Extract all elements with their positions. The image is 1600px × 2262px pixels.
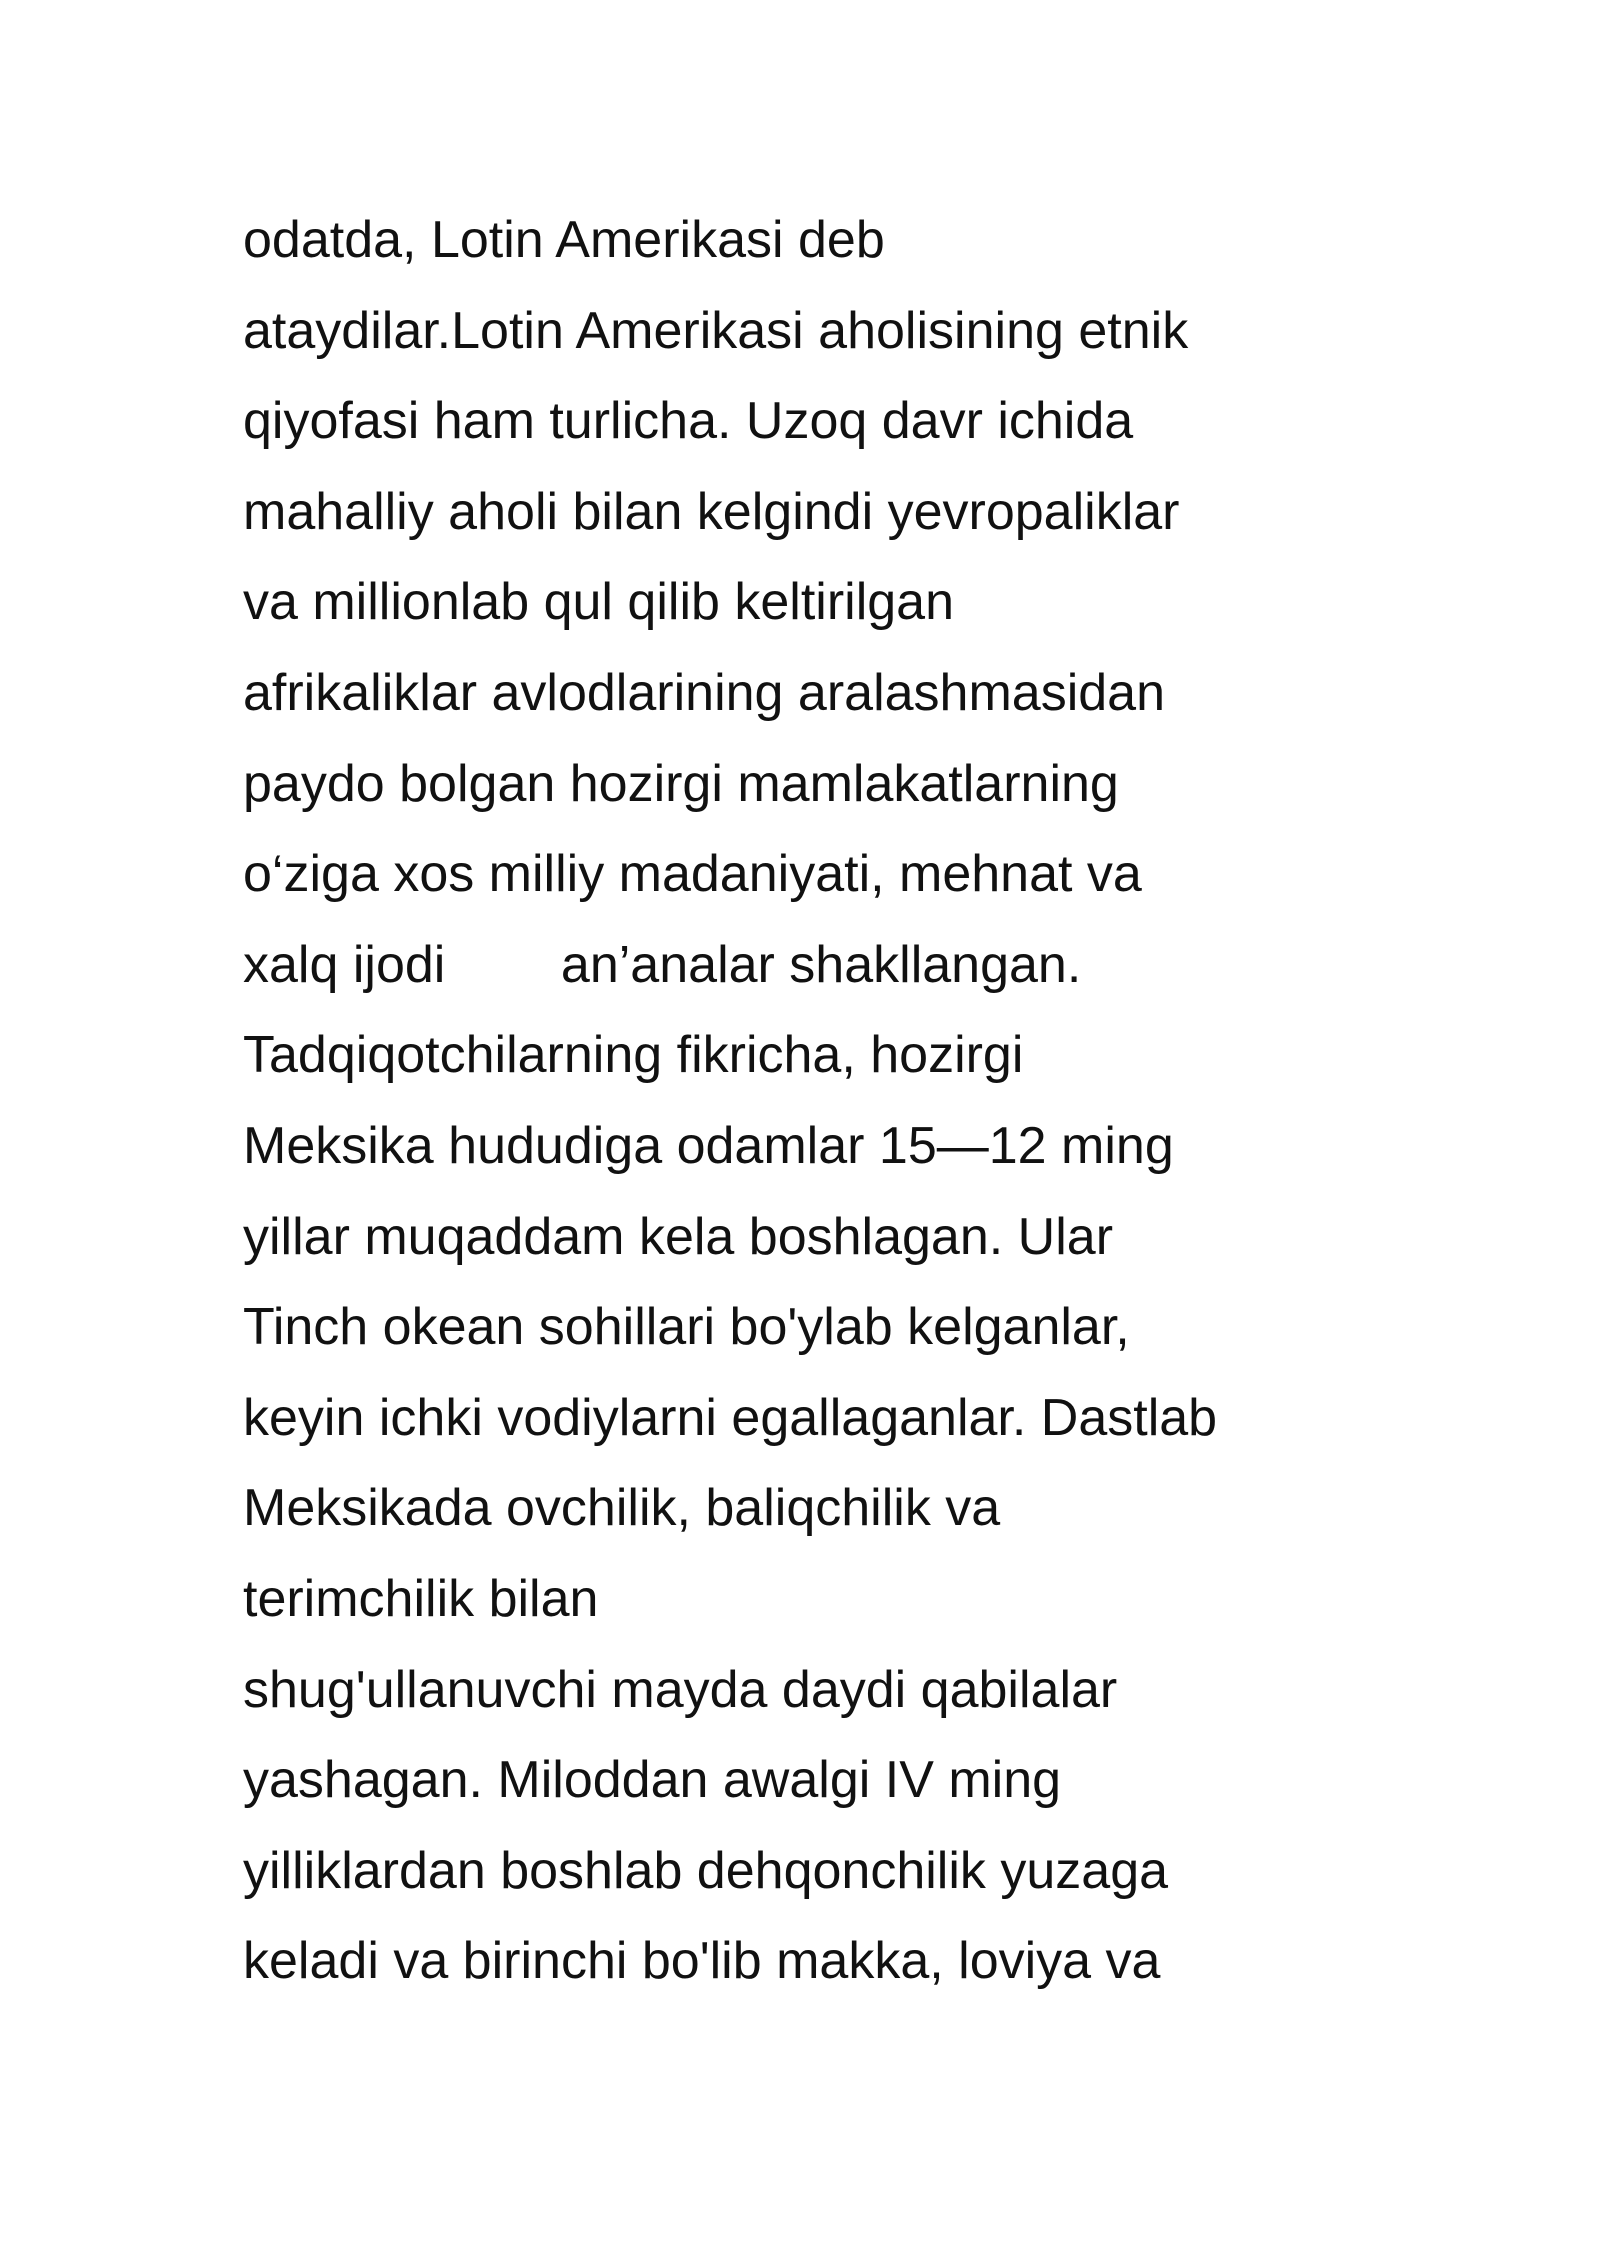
body-text: [243, 195, 1443, 2007]
text-line: terimchilik bilan: [243, 1569, 599, 1628]
text-line: yashagan. Miloddan awalgi IV ming: [243, 1751, 1062, 1810]
text-line: Tinch okean sohillari bo'ylab kelganlar,: [243, 1298, 1130, 1357]
text-line: yilliklardan boshlab dehqonchilik yuzaga: [243, 1841, 1169, 1900]
text-line: va millionlab qul qilib keltirilgan: [243, 573, 955, 632]
text-line: shug'ullanuvchi mayda daydi qabilalar: [243, 1660, 1118, 1719]
text-line: qiyofasi ham turlicha. Uzoq davr ichida: [243, 392, 1134, 451]
text-line: o‘ziga xos milliy madaniyati, mehnat va: [243, 845, 1142, 904]
text-line: mahalliy aholi bilan kelgindi yevropaliklar: [243, 482, 1180, 541]
text-line: yillar muqaddam kela boshlagan. Ular: [243, 1207, 1114, 1266]
text-line: keladi va birinchi bo'lib makka, loviya va: [243, 1932, 1161, 1991]
text-line: paydo bolgan hozirgi mamlakatlarning: [243, 754, 1119, 813]
text-line: Tadqiqotchilarning fikricha, hozirgi: [243, 1026, 1024, 1085]
text-line: Meksika hududiga odamlar 15—12 ming: [243, 1116, 1174, 1175]
text-line: odatda, Lotin Amerikasi deb: [243, 211, 885, 269]
text-line: keyin ichki vodiylarni egallaganlar. Dastlab: [243, 1388, 1218, 1447]
text-line: xalq ijodi an’analar shakllangan.: [243, 935, 1082, 994]
text-line: afrikaliklar avlodlarining aralashmasidan: [243, 663, 1166, 722]
text-line: Meksikada ovchilik, baliqchilik va: [243, 1479, 1001, 1538]
text-line: ataydilar.Lotin Amerikasi aholisining etnik: [243, 301, 1189, 360]
